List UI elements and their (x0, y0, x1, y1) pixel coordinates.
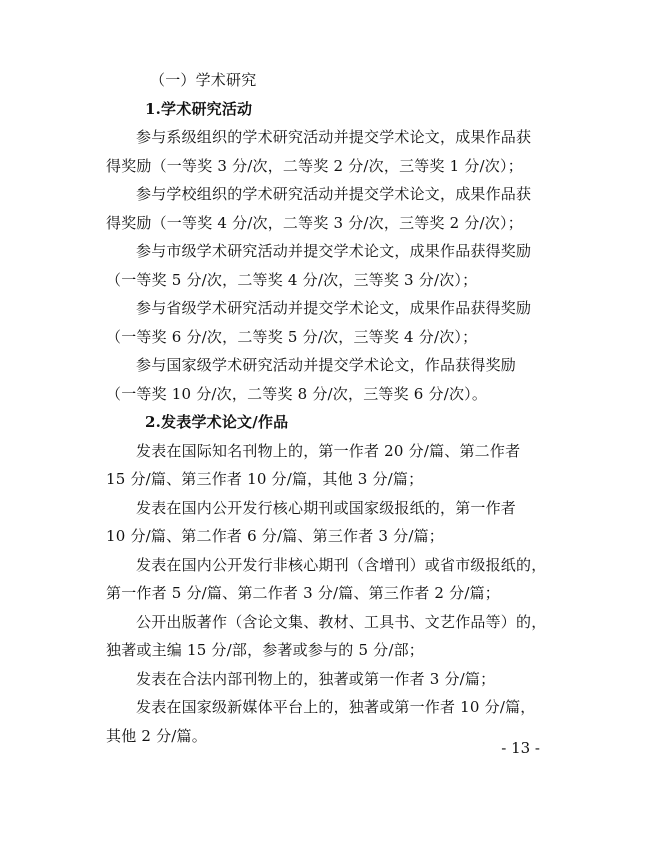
paragraph-line: 得奖励（一等奖 4 分/次，二等奖 3 分/次，三等奖 2 分/次）； (106, 213, 523, 232)
paragraph-line: 15 分/篇、第三作者 10 分/篇，其他 3 分/篇； (106, 470, 424, 488)
paragraph-line: 参与市级学术研究活动并提交学术论文，成果作品获得奖励 (136, 242, 532, 260)
paragraph-line: 得奖励（一等奖 3 分/次，二等奖 2 分/次，三等奖 1 分/次）； (106, 156, 523, 175)
paragraph-line: 公开出版著作（含论文集、教材、工具书、文艺作品等）的， (136, 612, 547, 631)
paragraph-line: （一等奖 5 分/次，二等奖 4 分/次，三等奖 3 分/次）； (106, 270, 478, 289)
paragraph-line: 发表在国内公开发行非核心期刊（含增刊）或省市级报纸的， (136, 555, 547, 574)
section-title: （一）学术研究 (150, 71, 257, 89)
subsection-title-publications: 2.发表学术论文/作品 (145, 413, 289, 431)
subsection-title-academic-activities: 1.学术研究活动 (145, 99, 253, 118)
paragraph-line: 发表在合法内部刊物上的，独著或第一作者 3 分/篇； (136, 669, 496, 688)
paragraph-line: 发表在国家级新媒体平台上的，独著或第一作者 10 分/篇， (136, 698, 536, 716)
paragraph-line: 参与系级组织的学术研究活动并提交学术论文，成果作品获 (136, 128, 532, 146)
paragraph-line: （一等奖 6 分/次，二等奖 5 分/次，三等奖 4 分/次）； (106, 327, 478, 346)
paragraph-line: （一等奖 10 分/次，二等奖 8 分/次，三等奖 6 分/次）。 (106, 384, 488, 403)
paragraph-line: 发表在国际知名刊物上的，第一作者 20 分/篇、第二作者 (136, 441, 521, 460)
paragraph-line: 参与学校组织的学术研究活动并提交学术论文，成果作品获 (136, 185, 532, 203)
document-body (106, 66, 552, 750)
paragraph-line: 第一作者 5 分/篇、第二作者 3 分/篇、第三作者 2 分/篇； (106, 584, 501, 602)
paragraph-line: 10 分/篇、第二作者 6 分/篇、第三作者 3 分/篇； (106, 527, 444, 545)
paragraph-line: 其他 2 分/篇。 (106, 726, 207, 745)
paragraph-line: 发表在国内公开发行核心期刊或国家级报纸的，第一作者 (136, 498, 517, 517)
paragraph-line: 独著或主编 15 分/部，参著或参与的 5 分/部； (106, 641, 425, 659)
paragraph-line: 参与省级学术研究活动并提交学术论文，成果作品获得奖励 (136, 299, 532, 317)
page-number: - 13 - (501, 739, 540, 757)
paragraph-line: 参与国家级学术研究活动并提交学术论文，作品获得奖励 (136, 356, 517, 374)
